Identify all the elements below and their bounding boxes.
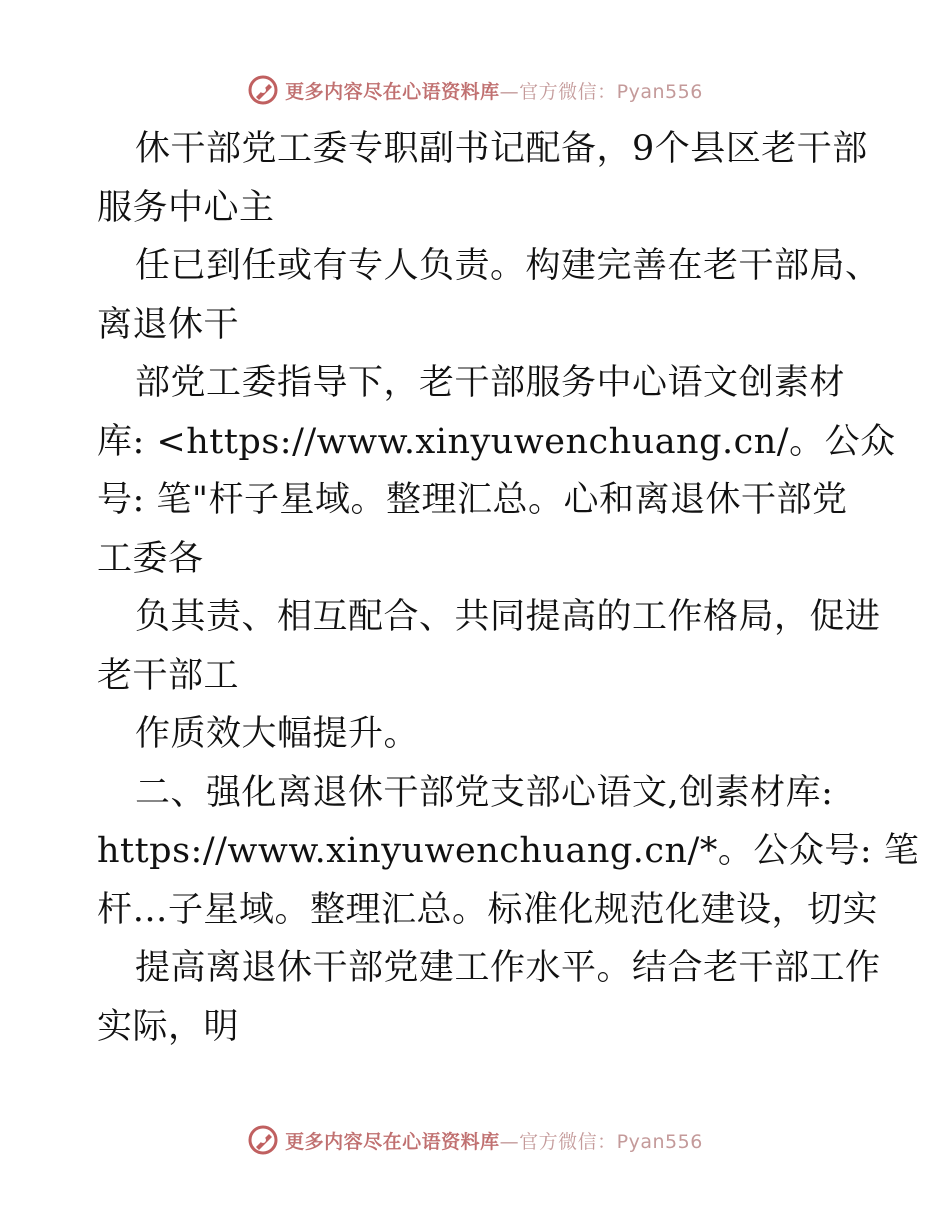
section-heading-line: 二、强化离退休干部党支部心语文,创素材库: (135, 772, 834, 813)
watermark-brand: 更多内容尽在心语资料库 (285, 1130, 500, 1153)
pen-logo-icon (247, 1124, 279, 1156)
watermark-brand: 更多内容尽在心语资料库 (285, 80, 500, 103)
text-line: 作质效大幅提升。 (135, 714, 420, 754)
text-line: 号: 笔"杆子星域。整理汇总。心和离退休干部党 (97, 480, 848, 520)
watermark-text (285, 77, 703, 104)
text-line: 任已到任或有专人负责。构建完善在老干部局、 (135, 246, 881, 286)
text-line: 库: <https://www.xinyuwenchuang.cn/。公众 (97, 421, 896, 462)
document-body (97, 120, 920, 1056)
header-watermark (0, 70, 950, 110)
text-line: 提高离退休干部党建工作水平。结合老干部工作 (135, 948, 881, 988)
watermark-text (285, 1127, 703, 1154)
text-line-content: https://www.xinyuwenchuang.cn/*。公众号: 笔 (97, 831, 920, 871)
text-line: 杆…子星域。整理汇总。标准化规范化建设，切实 (97, 889, 879, 930)
watermark-suffix: 官方微信：Pyan556 (519, 80, 703, 103)
watermark-dash: — (499, 80, 520, 103)
watermark-suffix: 官方微信：Pyan556 (519, 1130, 703, 1153)
pen-logo-icon (247, 74, 279, 106)
text-line: 服务中心主 (97, 187, 275, 228)
text-line: 部党工委指导下，老干部服务中心语文创素材 (135, 363, 846, 403)
text-line: 老干部工 (97, 655, 240, 696)
footer-watermark (0, 1120, 950, 1160)
watermark-dash: — (499, 1130, 520, 1153)
text-line: 离退休干 (97, 304, 240, 345)
text-line: 休干部党工委专职副书记配备，9个县区老干部 (135, 129, 868, 169)
text-line: 工委各 (97, 538, 204, 579)
text-line (97, 822, 920, 881)
text-line: 负其责、相互配合、共同提高的工作格局，促进 (135, 597, 881, 637)
text-line: 实际，明 (97, 1006, 240, 1047)
